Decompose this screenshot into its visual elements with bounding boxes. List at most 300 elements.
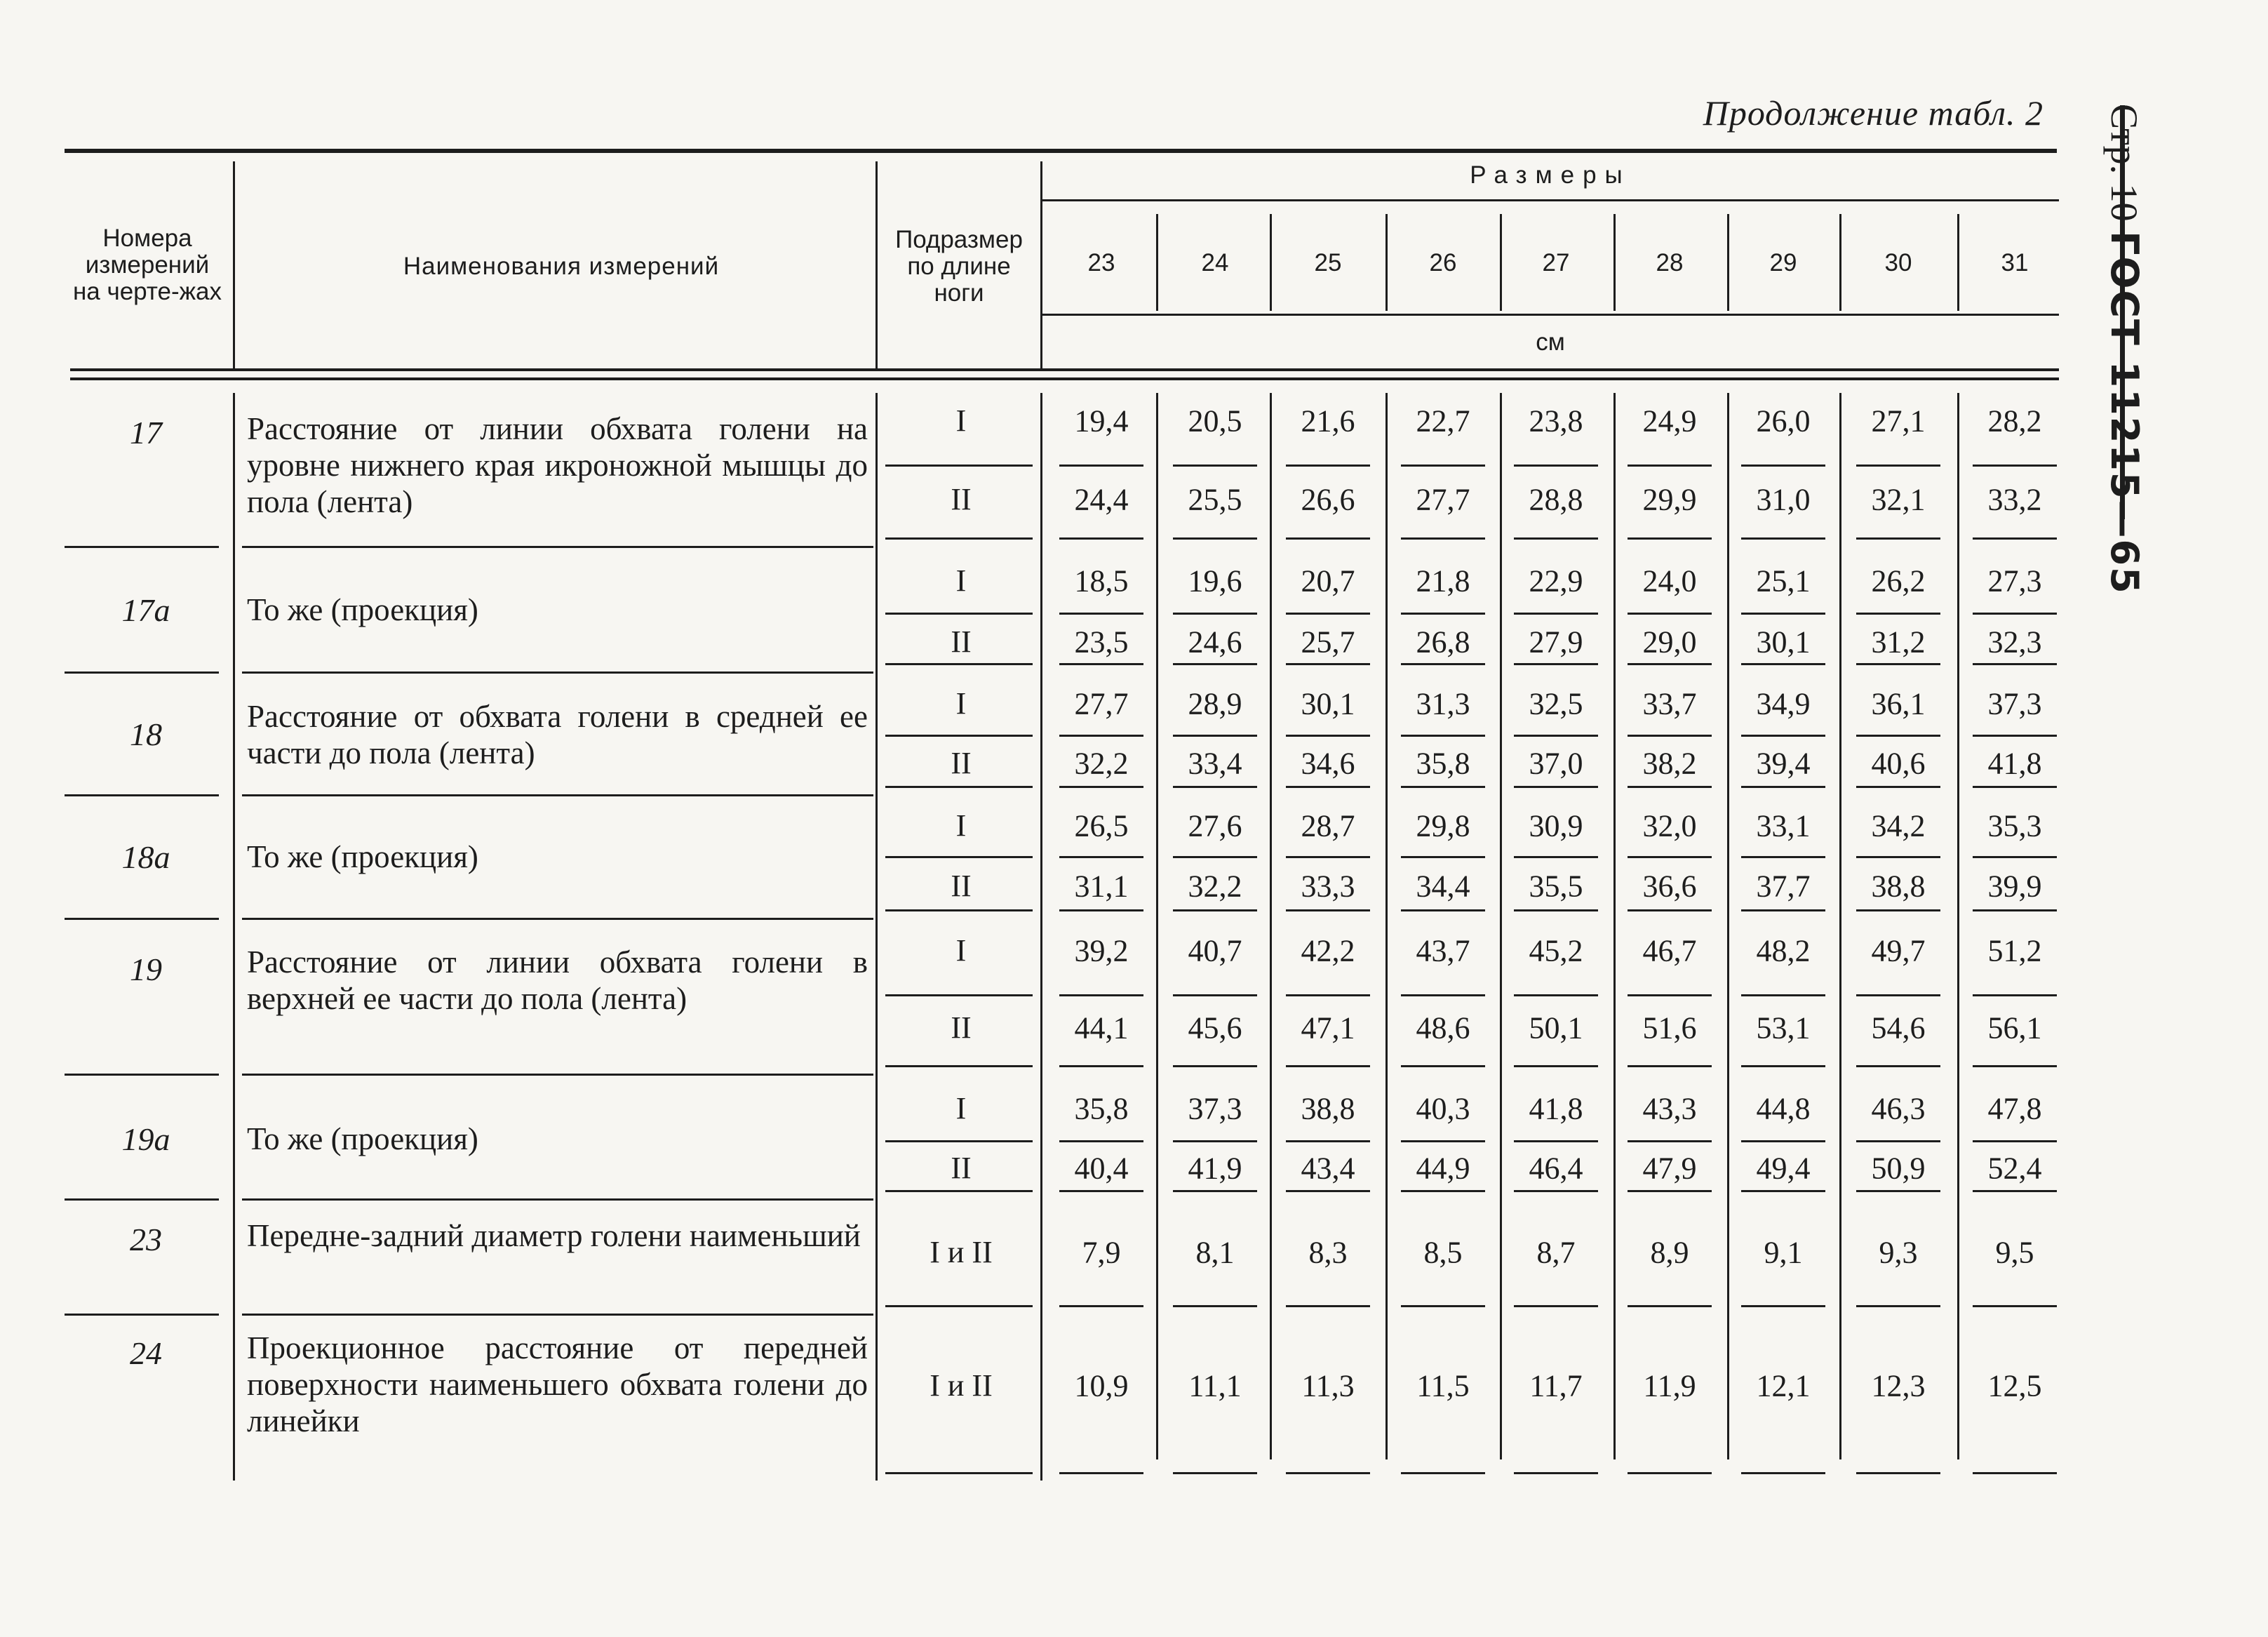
cell-rule: [1628, 465, 1712, 467]
row-number: 17: [130, 415, 162, 450]
value-cell: 46,7: [1642, 933, 1697, 968]
value-cell: 48,6: [1416, 1010, 1470, 1045]
value-cell: 30,1: [1756, 624, 1811, 660]
value-cell: 35,8: [1416, 746, 1470, 781]
cell-rule: [1401, 1065, 1485, 1067]
value-cell: 38,8: [1301, 1091, 1355, 1126]
measurement-name: Проекционное расстояние от передней поверхности наименьшего обхвата голени до линейки: [247, 1330, 868, 1438]
cell-rule: [1059, 735, 1143, 737]
subsize-label: I: [955, 933, 967, 968]
value-cell: 41,8: [1529, 1091, 1583, 1126]
subsize-label: I: [955, 1091, 967, 1125]
header-divider-name: [875, 161, 878, 370]
cell-rule: [1628, 735, 1712, 737]
cell-rule: [885, 663, 1033, 665]
value-cell: 33,2: [1987, 482, 2042, 517]
subsize-label: I: [955, 686, 967, 721]
body-size-divider-5: [1727, 393, 1729, 1459]
subsize-label: I: [955, 403, 967, 438]
cell-rule: [1973, 786, 2057, 788]
value-cell: 24,9: [1642, 403, 1697, 439]
value-cell: 54,6: [1871, 1010, 1926, 1045]
subsize-label: I: [955, 808, 967, 843]
cell-rule: [1173, 1472, 1257, 1474]
cell-rule: [1286, 1472, 1370, 1474]
cell-rule: [1856, 1065, 1940, 1067]
size-divider-1: [1270, 214, 1272, 311]
group-rule-number-7: [65, 1314, 219, 1316]
cell-rule: [1514, 537, 1598, 540]
cell-rule: [1173, 856, 1257, 858]
cell-rule: [1856, 1190, 1940, 1192]
cell-rule: [1514, 909, 1598, 911]
cell-rule: [1973, 465, 2057, 467]
value-cell: 21,8: [1416, 563, 1470, 599]
value-cell: 11,5: [1416, 1368, 1470, 1403]
value-cell: 30,9: [1529, 808, 1583, 843]
cell-rule: [885, 909, 1033, 911]
value-cell: 52,4: [1987, 1151, 2042, 1186]
cell-rule: [1173, 1065, 1257, 1067]
value-cell: 20,5: [1188, 403, 1242, 439]
cell-rule: [1628, 856, 1712, 858]
value-cell: 19,4: [1074, 403, 1129, 439]
sizes-label-rule: [1042, 199, 2059, 201]
value-cell: 37,0: [1529, 746, 1583, 781]
value-cell: 38,2: [1642, 746, 1697, 781]
cell-rule: [1173, 1190, 1257, 1192]
cell-rule: [1973, 1190, 2057, 1192]
value-cell: 50,1: [1529, 1010, 1583, 1045]
cell-rule: [1628, 1140, 1712, 1142]
value-cell: 44,1: [1074, 1010, 1129, 1045]
group-rule-name-6: [242, 1198, 873, 1201]
measurement-name: Расстояние от обхвата голени в средней ее части до пола (лента): [247, 699, 868, 770]
cell-rule: [1059, 1305, 1143, 1307]
cell-rule: [885, 537, 1033, 540]
cell-rule: [885, 1305, 1033, 1307]
body-size-divider-3: [1500, 393, 1502, 1459]
cell-rule: [1856, 786, 1940, 788]
body-size-divider-4: [1613, 393, 1616, 1459]
group-rule-name-3: [242, 794, 873, 796]
cell-rule: [1173, 735, 1257, 737]
cell-rule: [1856, 909, 1940, 911]
cell-rule: [1628, 1065, 1712, 1067]
cell-rule: [1856, 735, 1940, 737]
row-number: 19а: [121, 1121, 170, 1157]
value-cell: 46,3: [1871, 1091, 1926, 1126]
value-cell: 29,8: [1416, 808, 1470, 843]
value-cell: 24,6: [1188, 624, 1242, 660]
cell-rule: [1401, 1140, 1485, 1142]
cell-rule: [1173, 1305, 1257, 1307]
page-number: Стр. 10: [2103, 104, 2145, 222]
value-cell: 10,9: [1074, 1368, 1129, 1403]
measurement-name: То же (проекция): [247, 592, 478, 627]
standard-number: ГОСТ 11215—65: [2102, 231, 2147, 595]
value-cell: 48,2: [1756, 933, 1811, 968]
size-divider-4: [1613, 214, 1616, 311]
value-cell: 33,7: [1642, 686, 1697, 721]
value-cell: 11,9: [1643, 1368, 1696, 1403]
value-cell: 44,8: [1756, 1091, 1811, 1126]
cell-rule: [885, 994, 1033, 996]
cell-rule: [1514, 994, 1598, 996]
cell-rule: [1059, 537, 1143, 540]
cell-rule: [1973, 1065, 2057, 1067]
cell-rule: [1401, 613, 1485, 615]
cell-rule: [1973, 1305, 2057, 1307]
cell-rule: [1286, 909, 1370, 911]
group-rule-name-4: [242, 918, 873, 920]
value-cell: 43,7: [1416, 933, 1470, 968]
value-cell: 33,1: [1756, 808, 1811, 843]
group-rule-number-6: [65, 1198, 219, 1201]
header-sizes-label: Размеры: [1470, 161, 1631, 189]
header-bottom-rule-2: [70, 377, 2059, 380]
value-cell: 26,5: [1074, 808, 1129, 843]
measurement-name: То же (проекция): [247, 839, 478, 874]
subsize-label: I и II: [930, 1368, 993, 1403]
value-cell: 51,6: [1642, 1010, 1697, 1045]
value-cell: 42,2: [1301, 933, 1355, 968]
header-number-column: Номера измерений на черте-жах: [72, 224, 222, 305]
cell-rule: [1173, 537, 1257, 540]
cell-rule: [885, 613, 1033, 615]
value-cell: 45,2: [1529, 933, 1583, 968]
value-cell: 33,4: [1188, 746, 1242, 781]
cell-rule: [1628, 909, 1712, 911]
cell-rule: [1741, 1472, 1825, 1474]
cell-rule: [1628, 1472, 1712, 1474]
cell-rule: [1059, 856, 1143, 858]
size-label-23: 23: [1087, 249, 1115, 276]
value-cell: 38,8: [1871, 869, 1926, 904]
value-cell: 49,7: [1871, 933, 1926, 968]
value-cell: 32,2: [1074, 746, 1129, 781]
cell-rule: [1401, 1190, 1485, 1192]
cell-rule: [1741, 856, 1825, 858]
cell-rule: [1741, 994, 1825, 996]
value-cell: 29,9: [1642, 482, 1697, 517]
value-cell: 19,6: [1188, 563, 1242, 599]
size-divider-3: [1500, 214, 1502, 311]
sizes-row-rule: [1042, 314, 2059, 316]
group-rule-name-2: [242, 671, 873, 674]
value-cell: 32,0: [1642, 808, 1697, 843]
cell-rule: [1856, 1140, 1940, 1142]
cell-rule: [1514, 465, 1598, 467]
size-divider-0: [1156, 214, 1158, 311]
body-divider-number: [233, 393, 235, 1481]
header-divider-number: [233, 161, 235, 370]
value-cell: 8,1: [1195, 1235, 1235, 1270]
value-cell: 26,6: [1301, 482, 1355, 517]
value-cell: 51,2: [1987, 933, 2042, 968]
measurement-name: Расстояние от линии обхвата голени в верхней ее части до пола (лента): [247, 944, 868, 1016]
value-cell: 8,5: [1423, 1235, 1463, 1270]
cell-rule: [1741, 1190, 1825, 1192]
body-size-divider-2: [1385, 393, 1388, 1459]
cell-rule: [1741, 909, 1825, 911]
value-cell: 40,3: [1416, 1091, 1470, 1126]
cell-rule: [1741, 735, 1825, 737]
size-label-24: 24: [1201, 249, 1229, 276]
cell-rule: [1059, 1065, 1143, 1067]
value-cell: 28,9: [1188, 686, 1242, 721]
value-cell: 33,3: [1301, 869, 1355, 904]
cell-rule: [1628, 613, 1712, 615]
cell-rule: [1286, 613, 1370, 615]
cell-rule: [1173, 663, 1257, 665]
size-label-28: 28: [1656, 249, 1684, 276]
value-cell: 27,1: [1871, 403, 1926, 439]
value-cell: 31,2: [1871, 624, 1926, 660]
cell-rule: [1514, 663, 1598, 665]
measurement-name: Расстояние от линии обхвата голени на уровне нижнего края икроножной мышцы до пола (лента): [247, 411, 868, 519]
value-cell: 27,7: [1074, 686, 1129, 721]
value-cell: 39,4: [1756, 746, 1811, 781]
cell-rule: [1741, 1065, 1825, 1067]
value-cell: 45,6: [1188, 1010, 1242, 1045]
header-unit: см: [1536, 328, 1565, 356]
cell-rule: [1973, 663, 2057, 665]
cell-rule: [885, 1472, 1033, 1474]
size-divider-6: [1839, 214, 1841, 311]
size-label-30: 30: [1884, 249, 1912, 276]
cell-rule: [1973, 994, 2057, 996]
header-subsize-column: Подразмер по длине ноги: [895, 226, 1023, 307]
cell-rule: [1514, 735, 1598, 737]
value-cell: 35,3: [1987, 808, 2042, 843]
cell-rule: [1059, 786, 1143, 788]
value-cell: 43,4: [1301, 1151, 1355, 1186]
cell-rule: [1973, 537, 2057, 540]
value-cell: 12,1: [1756, 1368, 1811, 1403]
cell-rule: [1286, 465, 1370, 467]
cell-rule: [1173, 613, 1257, 615]
cell-rule: [1628, 994, 1712, 996]
value-cell: 21,6: [1301, 403, 1355, 439]
group-rule-number-5: [65, 1074, 219, 1076]
value-cell: 31,3: [1416, 686, 1470, 721]
value-cell: 22,9: [1529, 563, 1583, 599]
cell-rule: [885, 856, 1033, 858]
value-cell: 47,9: [1642, 1151, 1697, 1186]
cell-rule: [885, 786, 1033, 788]
cell-rule: [1628, 786, 1712, 788]
cell-rule: [1741, 465, 1825, 467]
group-rule-number-4: [65, 918, 219, 920]
cell-rule: [1856, 1472, 1940, 1474]
subsize-label: II: [951, 1010, 972, 1045]
table-top-rule: [65, 149, 2057, 153]
cell-rule: [1973, 856, 2057, 858]
value-cell: 8,7: [1536, 1235, 1576, 1270]
cell-rule: [1059, 1472, 1143, 1474]
cell-rule: [1286, 786, 1370, 788]
size-label-26: 26: [1429, 249, 1457, 276]
cell-rule: [1401, 994, 1485, 996]
value-cell: 12,3: [1871, 1368, 1926, 1403]
row-number: 23: [130, 1222, 162, 1257]
value-cell: 32,2: [1188, 869, 1242, 904]
cell-rule: [1286, 1140, 1370, 1142]
header-bottom-rule-1: [70, 368, 2059, 371]
cell-rule: [1856, 537, 1940, 540]
value-cell: 34,6: [1301, 746, 1355, 781]
cell-rule: [1514, 1140, 1598, 1142]
header-name-column: Наименования измерений: [403, 253, 720, 280]
cell-rule: [1059, 1140, 1143, 1142]
row-number: 24: [130, 1335, 162, 1371]
cell-rule: [885, 1140, 1033, 1142]
cell-rule: [1059, 994, 1143, 996]
value-cell: 40,4: [1074, 1151, 1129, 1186]
size-divider-7: [1957, 214, 1959, 311]
value-cell: 44,9: [1416, 1151, 1470, 1186]
cell-rule: [885, 1190, 1033, 1192]
row-number: 18а: [121, 839, 170, 875]
value-cell: 31,1: [1074, 869, 1129, 904]
cell-rule: [1401, 1305, 1485, 1307]
cell-rule: [1173, 786, 1257, 788]
cell-rule: [1741, 537, 1825, 540]
value-cell: 11,7: [1529, 1368, 1583, 1403]
cell-rule: [1401, 735, 1485, 737]
subsize-label: I: [955, 563, 967, 598]
cell-rule: [1059, 1190, 1143, 1192]
body-size-divider-7: [1957, 393, 1959, 1459]
value-cell: 37,7: [1756, 869, 1811, 904]
cell-rule: [885, 735, 1033, 737]
value-cell: 37,3: [1987, 686, 2042, 721]
value-cell: 32,5: [1529, 686, 1583, 721]
cell-rule: [1973, 735, 2057, 737]
value-cell: 56,1: [1987, 1010, 2042, 1045]
row-number: 17а: [121, 592, 170, 628]
value-cell: 25,7: [1301, 624, 1355, 660]
value-cell: 36,6: [1642, 869, 1697, 904]
group-rule-name-5: [242, 1074, 873, 1076]
value-cell: 26,8: [1416, 624, 1470, 660]
value-cell: 22,7: [1416, 403, 1470, 439]
cell-rule: [1401, 856, 1485, 858]
value-cell: 9,5: [1995, 1235, 2034, 1270]
cell-rule: [1741, 786, 1825, 788]
value-cell: 50,9: [1871, 1151, 1926, 1186]
value-cell: 8,3: [1308, 1235, 1348, 1270]
value-cell: 27,7: [1416, 482, 1470, 517]
value-cell: 47,1: [1301, 1010, 1355, 1045]
measurement-name: Передне-задний диаметр голени наименьший: [247, 1218, 861, 1253]
value-cell: 23,8: [1529, 403, 1583, 439]
value-cell: 40,7: [1188, 933, 1242, 968]
cell-rule: [1514, 1305, 1598, 1307]
cell-rule: [1401, 663, 1485, 665]
cell-rule: [1514, 613, 1598, 615]
size-divider-5: [1727, 214, 1729, 311]
body-size-divider-1: [1270, 393, 1272, 1459]
continuation-caption: Продолжение табл. 2: [1703, 93, 2044, 133]
cell-rule: [1286, 1190, 1370, 1192]
value-cell: 53,1: [1756, 1010, 1811, 1045]
cell-rule: [1741, 613, 1825, 615]
value-cell: 18,5: [1074, 563, 1129, 599]
cell-rule: [1856, 994, 1940, 996]
cell-rule: [1401, 465, 1485, 467]
subsize-label: II: [951, 746, 972, 780]
value-cell: 39,2: [1074, 933, 1129, 968]
cell-rule: [1628, 1190, 1712, 1192]
value-cell: 34,4: [1416, 869, 1470, 904]
cell-rule: [1741, 663, 1825, 665]
value-cell: 32,3: [1987, 624, 2042, 660]
cell-rule: [1173, 465, 1257, 467]
size-label-29: 29: [1769, 249, 1797, 276]
value-cell: 34,2: [1871, 808, 1926, 843]
body-size-divider-0: [1156, 393, 1158, 1459]
cell-rule: [1856, 1305, 1940, 1307]
cell-rule: [1628, 663, 1712, 665]
cell-rule: [1514, 786, 1598, 788]
value-cell: 30,1: [1301, 686, 1355, 721]
value-cell: 39,9: [1987, 869, 2042, 904]
cell-rule: [1286, 1065, 1370, 1067]
cell-rule: [1401, 786, 1485, 788]
cell-rule: [1059, 663, 1143, 665]
cell-rule: [1401, 909, 1485, 911]
cell-rule: [1059, 909, 1143, 911]
cell-rule: [1514, 1190, 1598, 1192]
cell-rule: [1286, 856, 1370, 858]
value-cell: 26,0: [1756, 403, 1811, 439]
cell-rule: [1973, 1140, 2057, 1142]
row-number: 18: [130, 716, 162, 752]
cell-rule: [1286, 735, 1370, 737]
value-cell: 27,6: [1188, 808, 1242, 843]
cell-rule: [1401, 537, 1485, 540]
cell-rule: [1628, 1305, 1712, 1307]
value-cell: 43,3: [1642, 1091, 1697, 1126]
body-divider-name: [875, 393, 878, 1481]
cell-rule: [885, 465, 1033, 467]
body-size-divider-6: [1839, 393, 1841, 1459]
cell-rule: [1286, 994, 1370, 996]
cell-rule: [1741, 1305, 1825, 1307]
value-cell: 29,0: [1642, 624, 1697, 660]
value-cell: 24,4: [1074, 482, 1129, 517]
value-cell: 25,5: [1188, 482, 1242, 517]
side-page-header: [2102, 104, 2175, 623]
cell-rule: [1856, 663, 1940, 665]
cell-rule: [1973, 909, 2057, 911]
cell-rule: [1973, 613, 2057, 615]
cell-rule: [885, 1065, 1033, 1067]
size-label-25: 25: [1314, 249, 1342, 276]
cell-rule: [1059, 465, 1143, 467]
value-cell: 9,1: [1764, 1235, 1803, 1270]
value-cell: 25,1: [1756, 563, 1811, 599]
value-cell: 32,1: [1871, 482, 1926, 517]
cell-rule: [1856, 856, 1940, 858]
cell-rule: [1401, 1472, 1485, 1474]
value-cell: 31,0: [1756, 482, 1811, 517]
cell-rule: [1628, 537, 1712, 540]
value-cell: 41,9: [1188, 1151, 1242, 1186]
value-cell: 35,8: [1074, 1091, 1129, 1126]
